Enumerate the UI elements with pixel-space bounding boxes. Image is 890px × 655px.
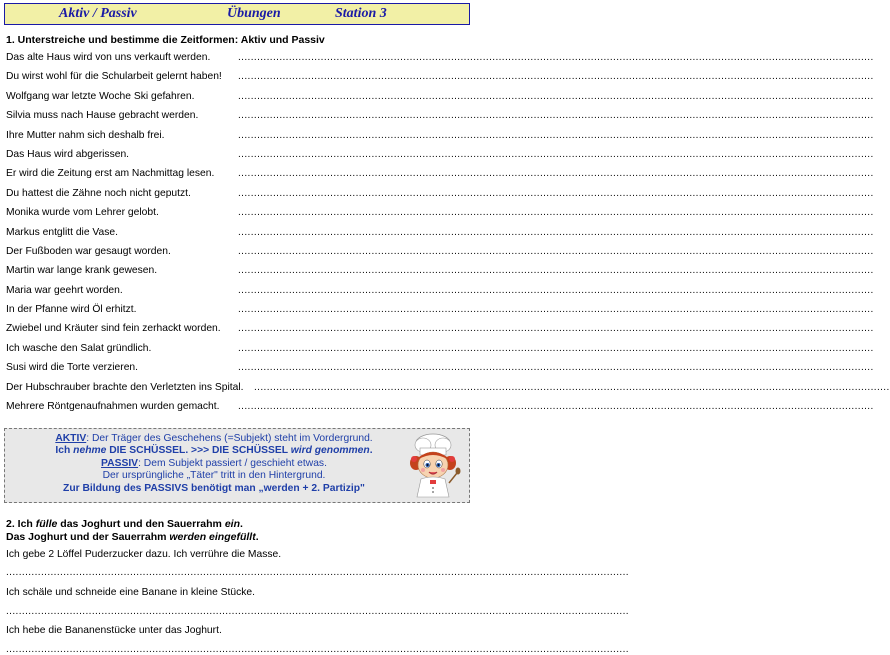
exercise-sentence: Der Hubschrauber brachte den Verletzten ins Spital. (6, 381, 244, 393)
exercise-row (6, 207, 874, 226)
answer-line[interactable]: ........................................................................................................................................................................................................ (238, 129, 874, 141)
title-verb: fülle (35, 518, 58, 530)
aktiv-keyword: AKTIV (55, 433, 87, 444)
exercise-sentence: Der Fußboden war gesaugt worden. (6, 245, 171, 257)
info-text (17, 433, 411, 495)
exercise-row (6, 148, 874, 168)
title-part: 2. Ich (6, 518, 36, 530)
example-part: DIE SCHÜSSEL. >>> DIE SCHÜSSEL (106, 445, 291, 457)
exercise-sentence: Zwiebel und Kräuter sind fein zerhackt worden. (6, 323, 221, 335)
answer-line[interactable]: ........................................................................................................................................................................................................ (238, 52, 874, 63)
header-station: Station 3 (335, 6, 387, 21)
exercise-sentence: Das Haus wird abgerissen. (6, 148, 130, 160)
answer-line[interactable]: ........................................................................................................................................................................................................ (238, 401, 874, 413)
answer-line[interactable]: ........................................................................................................................................................................................................ (238, 323, 874, 335)
exercise-sentence: Martin war lange krank gewesen. (6, 265, 158, 277)
exercise-row (6, 245, 874, 265)
exercise-sentence: Susi wird die Torte verzieren. (6, 362, 139, 374)
exercise-row (6, 90, 874, 110)
title-part: Das Joghurt und der Sauerrahm (6, 531, 170, 543)
title-part: das Joghurt und den Sauerrahm (57, 518, 225, 530)
passiv-keyword: PASSIV (101, 457, 139, 469)
section1-title: 1. Unterstreiche und bestimme die Zeitformen: Aktiv und Passiv (6, 34, 325, 46)
exercise-sentence: Wolfgang war letzte Woche Ski gefahren. (6, 90, 195, 102)
passiv-explanation: Der ursprüngliche „Täter" tritt in den Hintergrund. (102, 470, 326, 482)
answer-line[interactable]: ........................................................................................................................................................................................................ (238, 284, 874, 296)
answer-line[interactable]: ........................................................................................................................................................................................................ (238, 90, 874, 102)
answer-line[interactable]: ........................................................................................................................................................................................................ (238, 245, 874, 257)
answer-line[interactable]: ........................................................................................................................................................................................................ (238, 168, 874, 180)
header-topic: Aktiv / Passiv (59, 6, 137, 21)
exercise-sentence: Mehrere Röntgenaufnahmen wurden gemacht. (6, 401, 220, 413)
example-verb-passive: wird genommen (290, 445, 370, 457)
header-exercises: Übungen (227, 6, 281, 21)
exercise-sentence: Das alte Haus wird von uns verkauft werden. (6, 52, 211, 63)
aktiv-definition: : Der Träger des Geschehens (=Subjekt) steht im Vordergrund. (86, 433, 373, 444)
exercise-row (6, 110, 874, 129)
exercise-sentence: Monika wurde vom Lehrer gelobt. (6, 207, 159, 219)
answer-line[interactable]: ........................................................................................................................................................................................................ (238, 110, 874, 122)
exercise-row (6, 71, 874, 90)
answer-line[interactable]: ........................................................................................................................................................................................................ (238, 148, 874, 160)
answer-line[interactable]: ........................................................................................................................................................................................................ (238, 304, 874, 316)
answer-line[interactable]: ........................................................................................................................................................................................................ (238, 207, 874, 219)
example-part: . (369, 445, 373, 457)
answer-line-3[interactable]: .................................................................................................................................................................................................... (6, 644, 629, 655)
answer-line[interactable]: ........................................................................................................................................................................................................ (238, 362, 874, 374)
exercise-row (6, 304, 874, 323)
exercise-row (6, 284, 874, 304)
task-sentence-3: Ich hebe die Bananenstücke unter das Joghurt. (6, 625, 222, 636)
task-sentence-2: Ich schäle und schneide eine Banane in kleine Stücke. (6, 587, 256, 598)
title-passive-verb: werden eingefüllt (169, 531, 256, 543)
passiv-definition: : Dem Subjekt passiert / geschieht etwas. (138, 457, 327, 469)
exercise-list (6, 52, 890, 420)
exercise-row (6, 226, 874, 246)
exercise-sentence: Ihre Mutter nahm sich deshalb frei. (6, 129, 165, 141)
answer-line[interactable]: ........................................................................................................................................................................................................ (238, 342, 874, 354)
title-part: . (255, 531, 259, 543)
exercise-row (6, 401, 874, 420)
exercise-row (6, 52, 874, 71)
answer-line-1[interactable]: .................................................................................................................................................................................................... (6, 567, 629, 578)
exercise-row (6, 168, 874, 187)
answer-line[interactable]: ........................................................................................................................................................................................................ (254, 381, 890, 393)
exercise-sentence: Ich wasche den Salat gründlich. (6, 342, 152, 354)
exercise-row (6, 323, 874, 342)
exercise-row (6, 265, 874, 284)
answer-line[interactable]: ........................................................................................................................................................................................................ (238, 71, 874, 83)
grammar-info-box (4, 428, 470, 503)
exercise-sentence: Silvia muss nach Hause gebracht werden. (6, 110, 199, 122)
header-bar (4, 3, 470, 25)
task-sentence-1: Ich gebe 2 Löffel Puderzucker dazu. Ich verrühre die Masse. (6, 549, 282, 560)
exercise-sentence: In der Pfanne wird Öl erhitzt. (6, 304, 137, 316)
answer-line[interactable]: ........................................................................................................................................................................................................ (238, 187, 874, 199)
exercise-sentence: Maria war geehrt worden. (6, 284, 123, 296)
example-part: Ich (55, 445, 74, 457)
exercise-sentence: Du wirst wohl für die Schularbeit gelernt haben! (6, 71, 222, 83)
answer-line[interactable]: ........................................................................................................................................................................................................ (238, 265, 874, 277)
section2-title (6, 518, 259, 544)
exercise-sentence: Du hattest die Zähne noch nicht geputzt. (6, 187, 191, 199)
example-verb-active: nehme (73, 445, 107, 457)
title-prefix: ein (224, 518, 240, 530)
exercise-row (6, 187, 874, 207)
answer-line-2[interactable]: .................................................................................................................................................................................................... (6, 606, 629, 617)
passiv-formation-rule: Zur Bildung des PASSIVS benötigt man „werden + 2. Partizip" (63, 482, 365, 494)
chef-girl-illustration (403, 433, 463, 499)
exercise-row (6, 129, 874, 149)
exercise-row (6, 342, 874, 362)
answer-line[interactable]: ........................................................................................................................................................................................................ (238, 226, 874, 238)
exercise-sentence: Markus entglitt die Vase. (6, 226, 118, 238)
exercise-row (6, 362, 874, 381)
exercise-row (6, 381, 890, 401)
title-part: . (239, 518, 243, 530)
exercise-sentence: Er wird die Zeitung erst am Nachmittag lesen. (6, 168, 215, 180)
